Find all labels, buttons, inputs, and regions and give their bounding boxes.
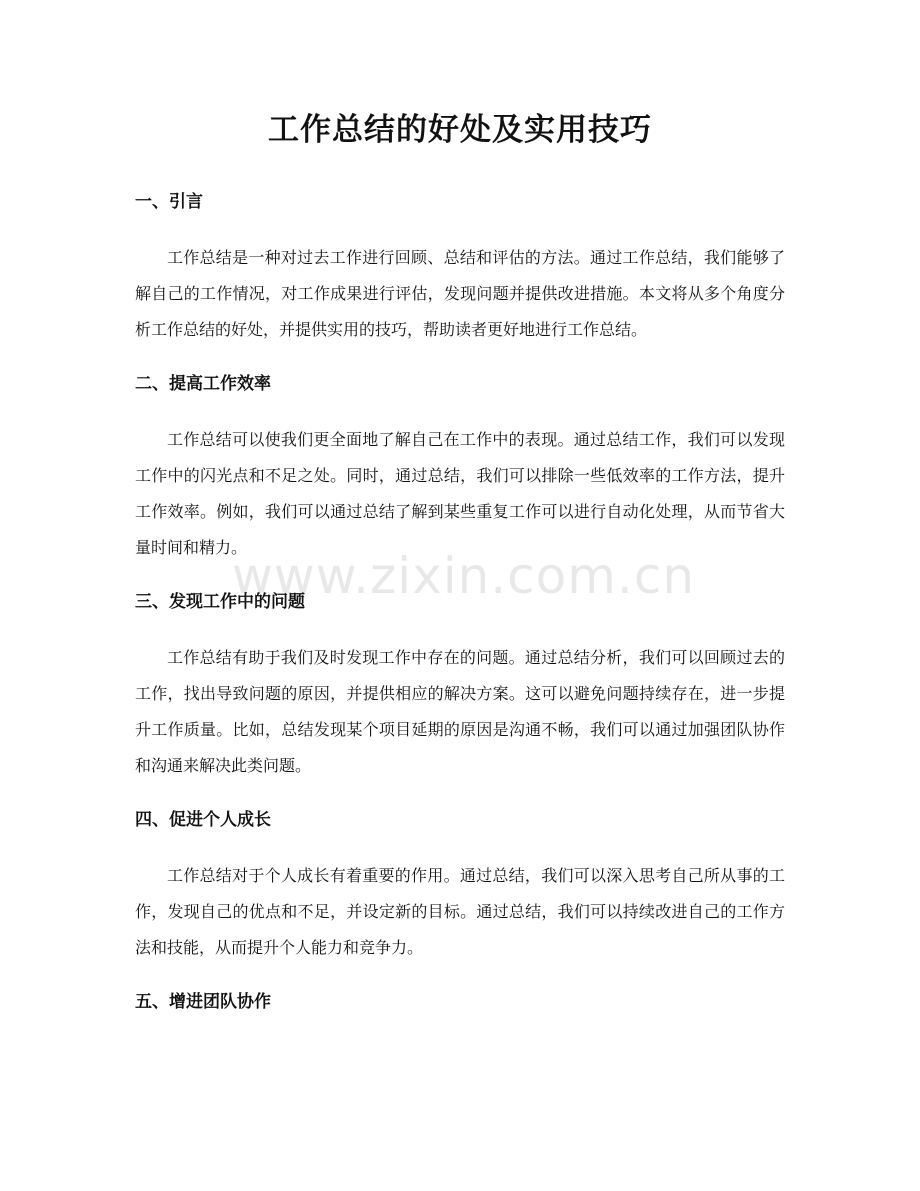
section-heading: 四、促进个人成长 <box>135 810 271 830</box>
section-paragraph: 工作总结对于个人成长有着重要的作用。通过总结，我们可以深入思考自己所从事的工作，发现自己的优点和不足，并设定新的目标。通过总结，我们可以持续改进自己的工作方法和技能，从而提升个人能力和竞争力。 <box>135 866 785 957</box>
document-title: 工作总结的好处及实用技巧 <box>268 112 652 148</box>
section-find-problems <box>135 586 785 784</box>
section-paragraph: 工作总结可以使我们更全面地了解自己在工作中的表现。通过总结工作，我们可以发现工作中的闪光点和不足之处。同时，通过总结，我们可以排除一些低效率的工作方法，提升工作效率。例如，我们可以通过总结了解到某些重复工作可以进行自动化处理，从而节省大量时间和精力。 <box>135 430 785 557</box>
section-introduction <box>135 186 785 348</box>
section-heading: 五、增进团队协作 <box>135 992 271 1012</box>
section-team-collaboration <box>135 986 785 1018</box>
section-heading: 一、引言 <box>135 192 203 212</box>
section-paragraph: 工作总结是一种对过去工作进行回顾、总结和评估的方法。通过工作总结，我们能够了解自己的工作情况，对工作成果进行评估，发现问题并提供改进措施。本文将从多个角度分析工作总结的好处，并提供实用的技巧，帮助读者更好地进行工作总结。 <box>135 248 785 339</box>
section-personal-growth <box>135 804 785 966</box>
section-paragraph: 工作总结有助于我们及时发现工作中存在的问题。通过总结分析，我们可以回顾过去的工作，找出导致问题的原因，并提供相应的解决方案。这可以避免问题持续存在，进一步提升工作质量。比如，总结发现某个项目延期的原因是沟通不畅，我们可以通过加强团队协作和沟通来解决此类问题。 <box>135 648 785 775</box>
section-improve-efficiency <box>135 368 785 566</box>
section-heading: 三、发现工作中的问题 <box>135 592 305 612</box>
watermark: www.zixin.com.cn <box>232 547 696 605</box>
section-heading: 二、提高工作效率 <box>135 374 271 394</box>
document-body <box>135 186 785 1018</box>
